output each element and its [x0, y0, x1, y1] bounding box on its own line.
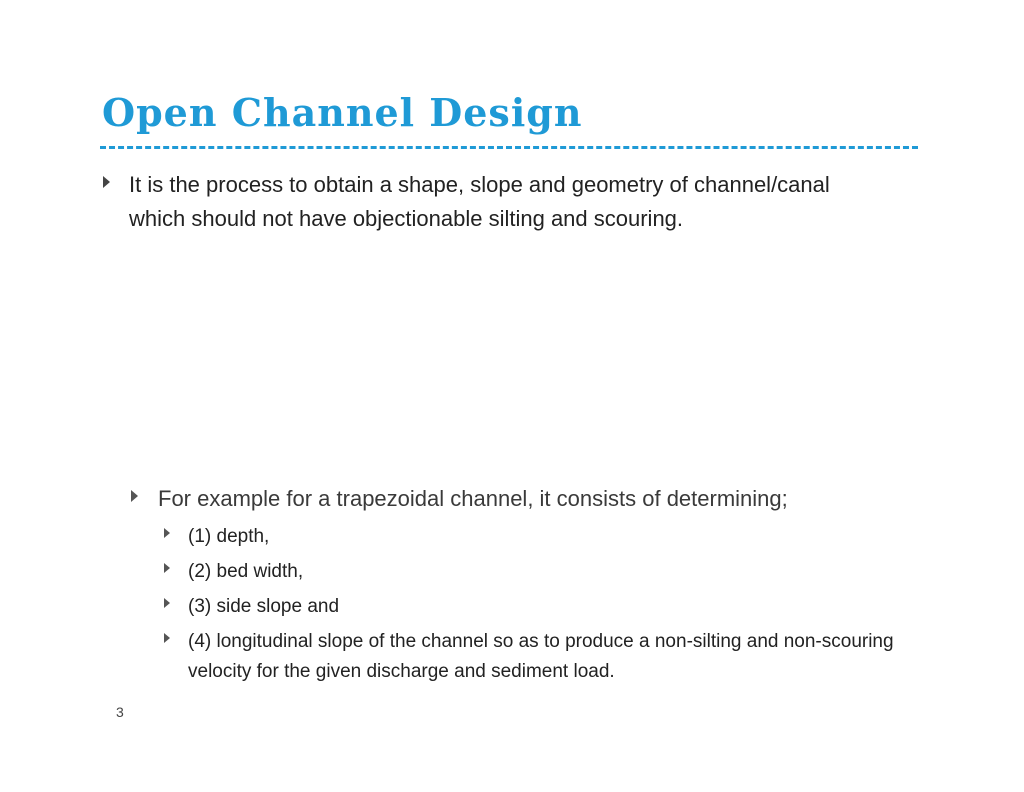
title-divider [100, 146, 918, 149]
sub-bullet-bed-width [164, 557, 894, 587]
bullet-arrow-icon [164, 563, 170, 573]
slide-title: Open Channel Design [102, 90, 583, 135]
bullet-arrow-icon [164, 598, 170, 608]
example-bullet-text: For example for a trapezoidal channel, it consists of determining; [158, 486, 788, 511]
bullet-arrow-icon [164, 633, 170, 643]
sub-bullet-depth [164, 522, 894, 552]
sub-bullet-text: (4) longitudinal slope of the channel so as to produce a non-silting and non-scouring velocity for the given discharge and sediment load. [188, 631, 894, 682]
example-bullet [131, 482, 921, 516]
sub-bullet-text: (3) side slope and [188, 596, 340, 617]
main-bullet-text: It is the process to obtain a shape, slope and geometry of channel/canal which should not have objectionable silting and scouring. [129, 172, 830, 231]
sub-bullet-text: (1) depth, [188, 526, 270, 547]
bullet-arrow-icon [131, 490, 138, 502]
sub-bullet-side-slope [164, 592, 894, 622]
sub-bullet-text: (2) bed width, [188, 561, 304, 582]
bullet-arrow-icon [103, 176, 110, 188]
sub-bullet-longitudinal-slope [164, 627, 894, 687]
main-bullet [103, 168, 843, 236]
bullet-arrow-icon [164, 528, 170, 538]
page-number: 3 [116, 704, 124, 720]
